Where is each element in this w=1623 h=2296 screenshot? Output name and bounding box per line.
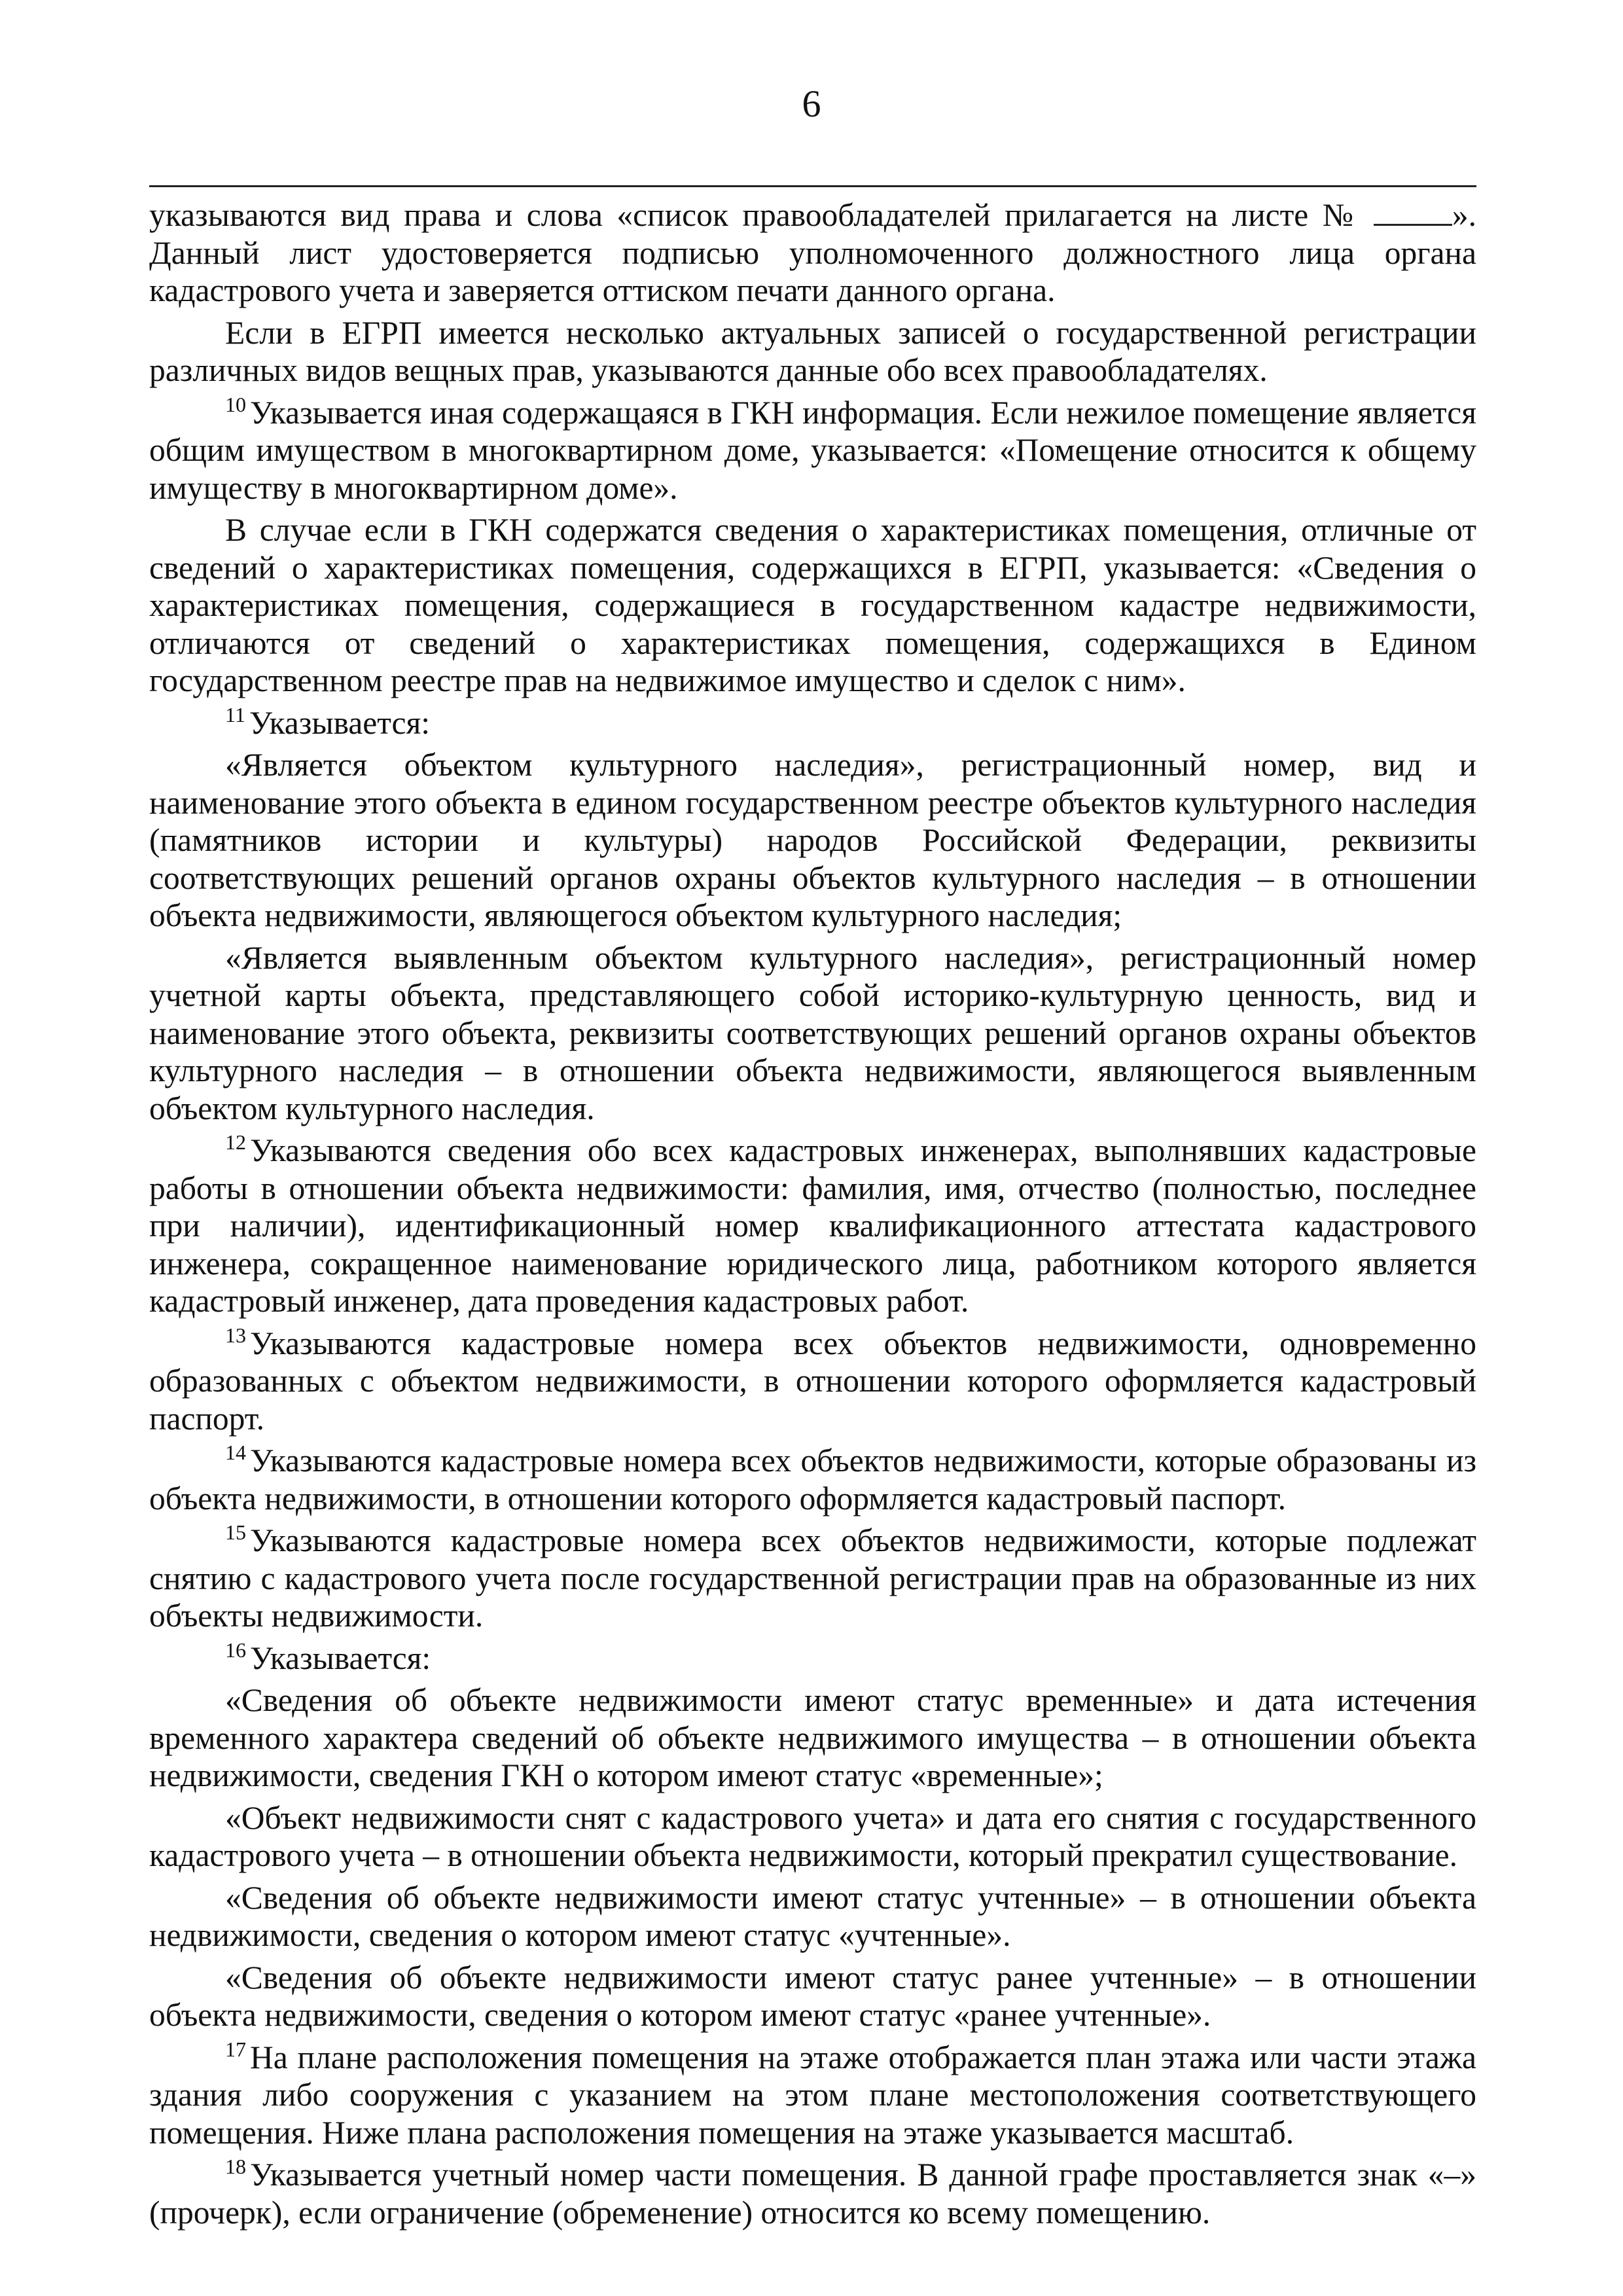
paragraph xyxy=(149,1799,1476,1874)
paragraph xyxy=(149,1959,1476,2034)
paragraph-text: Указывается иная содержащаяся в ГКН информация. Если нежилое помещение является общим имуществом в многоквартирном доме, указывается: «Помещение относится к общему имуществу в многоквартирном доме». xyxy=(149,394,1476,506)
footnote-number: 12 xyxy=(225,1130,246,1155)
paragraph-text: Если в ЕГРП имеется несколько актуальных записей о государственной регистрации различных видов вещных прав, указываются данные обо всех правообладателях. xyxy=(149,314,1476,388)
footnote-number: 16 xyxy=(225,1638,246,1662)
document-body xyxy=(149,196,1476,2236)
footnote-paragraph xyxy=(149,704,1476,742)
footnote-paragraph xyxy=(149,2039,1476,2152)
footnote-number: 18 xyxy=(225,2155,246,2179)
footnote-paragraph xyxy=(149,2156,1476,2231)
paragraph-text: «Является объектом культурного наследия», регистрационный номер, вид и наименование этого объекта в едином государственном реестре объектов культурного наследия (памятников истории и культуры) народов Российской Федерации, реквизиты соответствующих решений органов охраны объектов культурного наследия – в отношении объекта недвижимости, являющегося объектом культурного наследия; xyxy=(149,747,1476,933)
page-number: 6 xyxy=(802,82,821,125)
paragraph xyxy=(149,1681,1476,1795)
footnote-paragraph xyxy=(149,1442,1476,1517)
paragraph xyxy=(149,939,1476,1128)
paragraph-text: В случае если в ГКН содержатся сведения о характеристиках помещения, отличные от сведений о характеристиках помещения, содержащихся в ЕГРП, указывается: «Сведения о характеристиках помещения, содержащиеся в государственном кадастре недвижимости, отличаются от сведений о характеристиках помещения, содержащихся в Едином государственном реестре прав на недвижимое имущество и сделок с ним». xyxy=(149,512,1476,698)
paragraph-text: Указывается: xyxy=(249,704,430,741)
paragraph-text: Указываются кадастровые номера всех объектов недвижимости, которые образованы из объекта недвижимости, в отношении которого оформляется кадастровый паспорт. xyxy=(149,1443,1476,1516)
footnote-paragraph xyxy=(149,1522,1476,1635)
paragraph-text: Указываются кадастровые номера всех объектов недвижимости, одновременно образованных с объектом недвижимости, в отношении которого оформляется кадастровый паспорт. xyxy=(149,1325,1476,1437)
paragraph-text: Указывается: xyxy=(250,1640,431,1676)
paragraph-text: «Сведения об объекте недвижимости имеют статус учтенные» – в отношении объекта недвижимости, сведения о котором имеют статус «учтенные». xyxy=(149,1879,1476,1953)
footnote-number: 17 xyxy=(225,2037,246,2061)
paragraph-text: указываются вид права и слова «список правообладателей прилагается на листе № xyxy=(149,197,1374,233)
header-rule xyxy=(149,185,1476,187)
footnote-paragraph xyxy=(149,1640,1476,1677)
paragraph-text: Указываются кадастровые номера всех объектов недвижимости, которые подлежат снятию с кадастрового учета после государственной регистрации прав на образованные из них объекты недвижимости. xyxy=(149,1522,1476,1634)
footnote-paragraph xyxy=(149,1132,1476,1320)
paragraph-text: Указывается учетный номер части помещения. В данной графе проставляется знак «–» (прочерк), если ограничение (обременение) относится ко всему помещению. xyxy=(149,2157,1476,2231)
paragraph-continuation xyxy=(149,196,1476,310)
footnote-number: 13 xyxy=(225,1323,246,1347)
paragraph xyxy=(149,746,1476,935)
footnote-number: 14 xyxy=(225,1441,246,1465)
footnote-paragraph xyxy=(149,1325,1476,1438)
footnote-number: 10 xyxy=(225,392,246,416)
paragraph-text: ». Данный лист удостоверяется подписью уполномоченного должностного лица органа кадастрового учета и заверяется оттиском печати данного органа. xyxy=(149,197,1476,308)
paragraph-text: Указываются сведения обо всех кадастровых инженерах, выполнявших кадастровые работы в отношении объекта недвижимости: фамилия, имя, отчество (полностью, последнее при наличии), идентификационный номер квалификационного аттестата кадастрового инженера, сокращенное наименование юридического лица, работником которого является кадастровый инженер, дата проведения кадастровых работ. xyxy=(149,1132,1476,1319)
paragraph xyxy=(149,511,1476,700)
paragraph-text: «Объект недвижимости снят с кадастрового учета» и дата его снятия с государственного кадастрового учета – в отношении объекта недвижимости, который прекратил существование. xyxy=(149,1799,1476,1873)
footnote-number: 15 xyxy=(225,1520,246,1545)
footnote-paragraph xyxy=(149,394,1476,507)
paragraph-text: На плане расположения помещения на этаже отображается план этажа или части этажа здания либо сооружения с указанием на этом плане местоположения соответствующего помещения. Ниже плана расположения помещения на этаже указывается масштаб. xyxy=(149,2039,1476,2151)
paragraph-text: «Является выявленным объектом культурного наследия», регистрационный номер учетной карты объекта, представляющего собой историко-культурную ценность, вид и наименование этого объекта, реквизиты соответствующих решений органов охраны объектов культурного наследия – в отношении объекта недвижимости, являющегося выявленным объектом культурного наследия. xyxy=(149,939,1476,1126)
footnote-number: 11 xyxy=(225,702,245,726)
paragraph xyxy=(149,314,1476,389)
paragraph-text: «Сведения об объекте недвижимости имеют статус временные» и дата истечения временного характера сведений об объекте недвижимого имущества – в отношении объекта недвижимости, сведения ГКН о котором имеют статус «временные»; xyxy=(149,1682,1476,1793)
paragraph xyxy=(149,1879,1476,1954)
sheet-number-blank xyxy=(1374,199,1452,226)
paragraph-text: «Сведения об объекте недвижимости имеют статус ранее учтенные» – в отношении объекта недвижимости, сведения о котором имеют статус «ранее учтенные». xyxy=(149,1959,1476,2033)
